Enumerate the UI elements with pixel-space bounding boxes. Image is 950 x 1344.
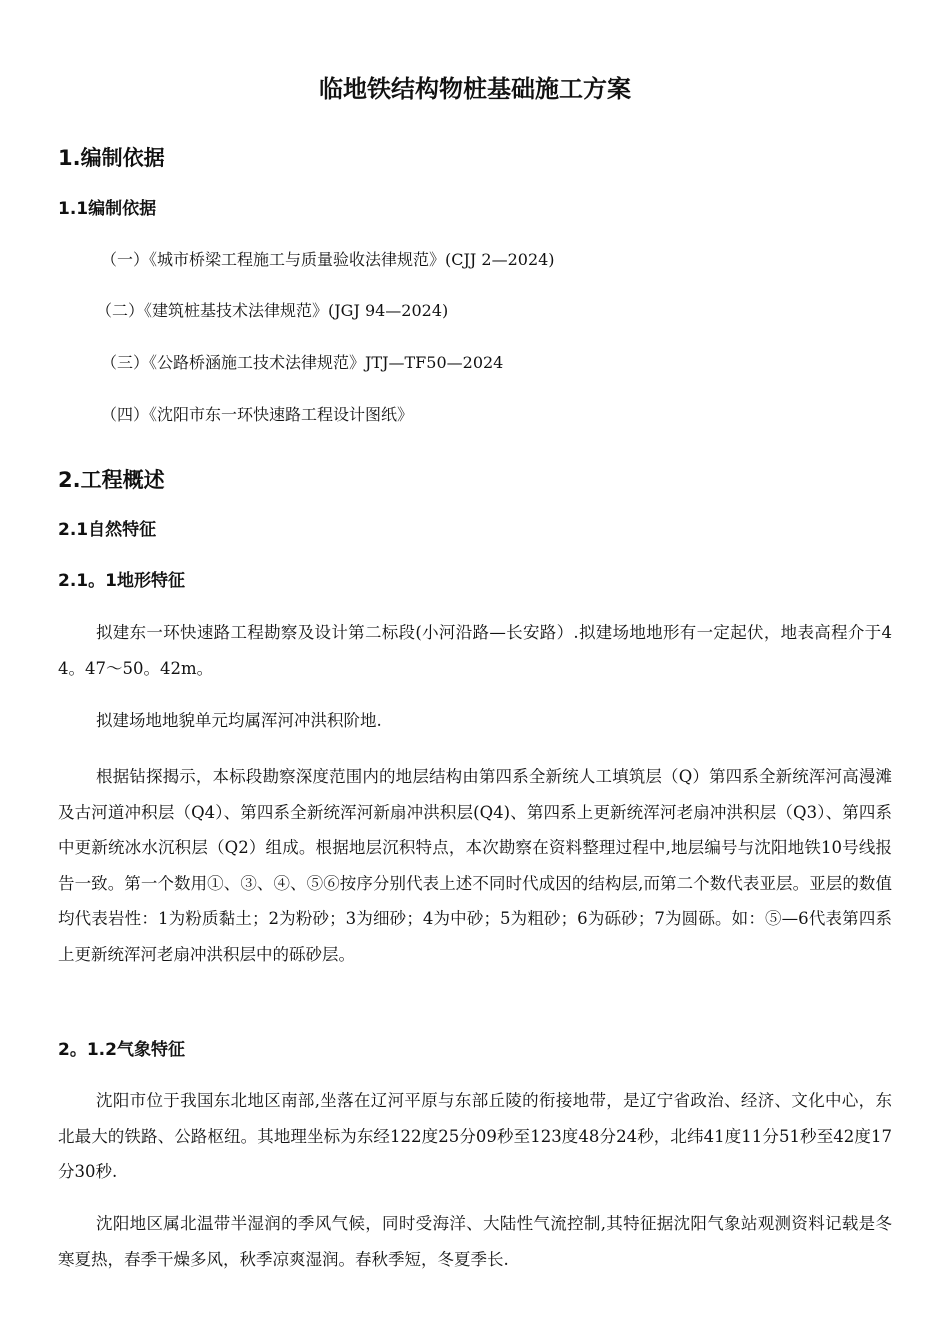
terrain-paragraph-3: 根据钻探揭示，本标段勘察深度范围内的地层结构由第四系全新统人工填筑层（Q）第四系全新统浑河高漫滩及古河道冲积层（Q4）、第四系全新统浑河新扇冲洪积层(Q4)、第四系上更新统浑河老扇冲洪积层（Q3）、第四系中更新统冰水沉积层（Q2）组成。根据地层沉积特点，本次勘察在资料整理过程中,地层编号与沈阳地铁10号线报告一致。第一个数用①、③、④、⑤⑥按序分别代表上述不同时代成因的结构层,而第二个数代表亚层。亚层的数值均代表岩性：1为粉质黏土；2为粉砂；3为细砂；4为中砂；5为粗砂；6为砾砂；7为圆砾。如：⑤—6代表第四系上更新统浑河老扇冲洪积层中的砾砂层。 bbox=[58, 767, 892, 964]
section-1-1-heading: 1.1编制依据 bbox=[58, 199, 157, 219]
document-title: 临地铁结构物桩基础施工方案 bbox=[319, 75, 631, 103]
climate-paragraph-2: 沈阳地区属北温带半湿润的季风气候，同时受海洋、大陆性气流控制,其特征据沈阳气象站观测资料记载是冬寒夏热，春季干燥多风，秋季凉爽湿润。春秋季短，冬夏季长. bbox=[58, 1214, 892, 1269]
reference-item-3: （三）《公路桥涵施工技术法律规范》JTJ—TF50—2024 bbox=[101, 353, 504, 372]
terrain-paragraph-2: 拟建场地地貌单元均属浑河冲洪积阶地. bbox=[96, 711, 382, 730]
reference-item-2: （二）《建筑桩基技术法律规范》(JGJ 94—2024) bbox=[96, 301, 449, 320]
section-1-heading: 1.编制依据 bbox=[58, 146, 165, 170]
section-2-1-2-heading: 2。1.2气象特征 bbox=[58, 1040, 185, 1060]
climate-paragraph-1: 沈阳市位于我国东北地区南部,坐落在辽河平原与东部丘陵的衔接地带，是辽宁省政治、经济、文化中心，东北最大的铁路、公路枢纽。其地理坐标为东经122度25分09秒至123度48分24秒，北纬41度11分51秒至42度17分30秒. bbox=[58, 1091, 892, 1181]
section-2-heading: 2.工程概述 bbox=[58, 468, 165, 492]
reference-item-1: （一）《城市桥梁工程施工与质量验收法律规范》(CJJ 2—2024) bbox=[101, 250, 555, 269]
section-2-1-1-heading: 2.1。1地形特征 bbox=[58, 571, 185, 591]
terrain-paragraph-1: 拟建东一环快速路工程勘察及设计第二标段(小河沿路—长安路）.拟建场地地形有一定起伏，地表高程介于44。47～50。42m。 bbox=[58, 623, 892, 678]
reference-item-4: （四）《沈阳市东一环快速路工程设计图纸》 bbox=[101, 405, 414, 424]
section-2-1-heading: 2.1自然特征 bbox=[58, 520, 157, 540]
